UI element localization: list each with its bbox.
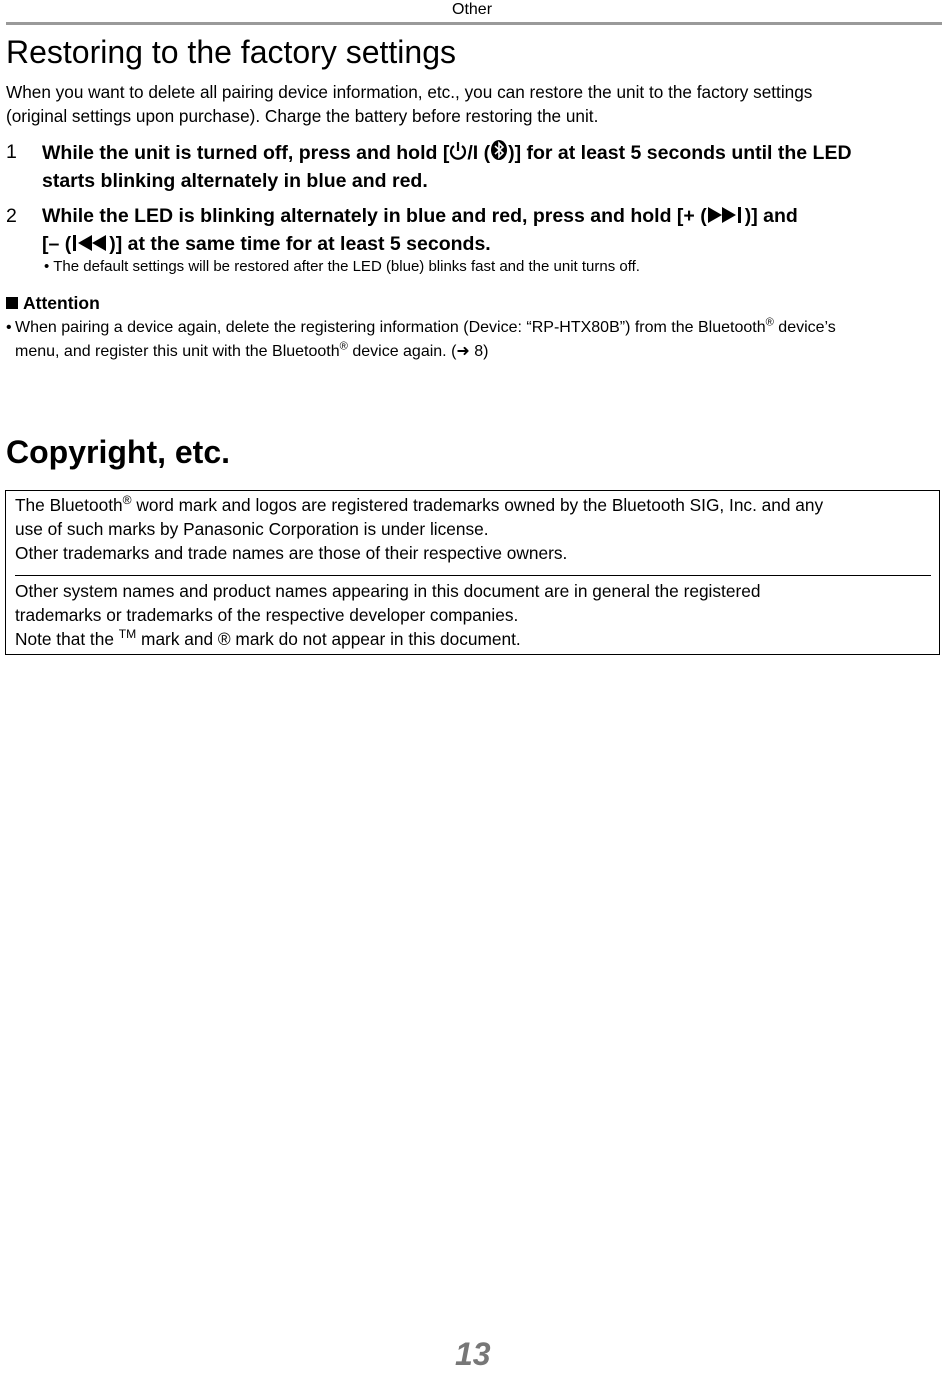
step-1-text-c: )] for at least 5 seconds until the LED [508, 142, 852, 164]
restore-note [44, 257, 640, 277]
step-1-text-a: While the unit is turned off, press and hold [ [42, 142, 450, 164]
header-rule [6, 22, 942, 25]
tm-text-1d: Other trademarks and trade names are those of their respective owners. [15, 543, 568, 563]
step-2-number: 2 [6, 205, 17, 227]
intro-line-1: When you want to delete all pairing device information, etc., you can restore the unit to the factory settings [6, 82, 813, 102]
attention-line-1b: device’s [773, 319, 836, 336]
step-2-text-a: While the LED is blinking alternately in blue and red, press and hold [+ ( [42, 205, 707, 227]
next-track-icon [707, 205, 745, 231]
tm-text-1c: use of such marks by Panasonic Corporation is under license. [15, 519, 489, 539]
tm-text-2d: mark and ® mark do not appear in this document. [136, 629, 521, 649]
section-label: Other [452, 1, 493, 18]
attention-body [6, 316, 942, 364]
tm-text-2b: trademarks or trademarks of the respective developer companies. [15, 605, 519, 625]
tm-text-2c: Note that the [15, 629, 119, 649]
page-number: 13 [455, 1336, 491, 1372]
arrow-right-icon: ➜ [456, 343, 470, 360]
page-reference: 8) [469, 343, 489, 360]
tm-text-1a: The Bluetooth [15, 495, 123, 515]
power-icon [449, 141, 467, 168]
registered-mark: ® [765, 316, 774, 329]
registered-mark: ® [122, 493, 132, 508]
tm-mark: TM [118, 627, 137, 642]
attention-line-1a: When pairing a device again, delete the registering information (Device: “RP-HTX80B”) from the Bluetooth [15, 319, 766, 336]
attention-heading-text: Attention [23, 293, 100, 313]
square-bullet-icon [6, 297, 18, 309]
step-2 [6, 203, 942, 259]
step-1-text-b: /I ( [467, 142, 491, 164]
attention-line-2a: menu, and register this unit with the Bluetooth [15, 343, 340, 360]
step-1 [6, 139, 942, 194]
step-2-text-c: [– ( [42, 233, 72, 255]
attention-line-2b: device again. ( [347, 343, 457, 360]
section-header [0, 0, 950, 30]
trademark-paragraph-2 [15, 579, 925, 651]
restore-intro [6, 80, 926, 128]
step-1-text-d: starts blinking alternately in blue and red. [42, 170, 428, 192]
attention-bullet: • [6, 319, 12, 336]
trademark-box [5, 490, 940, 655]
step-1-number: 1 [6, 141, 17, 163]
step-2-text-b: )] and [744, 205, 798, 227]
restore-title: Restoring to the factory settings [6, 34, 456, 70]
intro-line-2: (original settings upon purchase). Charge the battery before restoring the unit. [6, 106, 599, 126]
trademark-paragraph-1 [15, 493, 925, 565]
box-divider [15, 575, 931, 576]
tm-text-2a: Other system names and product names appearing in this document are in general the registered [15, 581, 761, 601]
attention-heading [6, 293, 100, 314]
tm-text-1b: word mark and logos are registered trademarks owned by the Bluetooth SIG, Inc. and any [131, 495, 824, 515]
note-bullet: • [44, 258, 50, 275]
registered-mark: ® [339, 340, 348, 353]
step-2-text-d: )] at the same time for at least 5 seconds. [109, 233, 491, 255]
copyright-title: Copyright, etc. [6, 434, 231, 470]
previous-track-icon [71, 233, 109, 259]
bluetooth-icon [490, 139, 508, 168]
note-text: The default settings will be restored after the LED (blue) blinks fast and the unit turns off. [53, 258, 640, 275]
